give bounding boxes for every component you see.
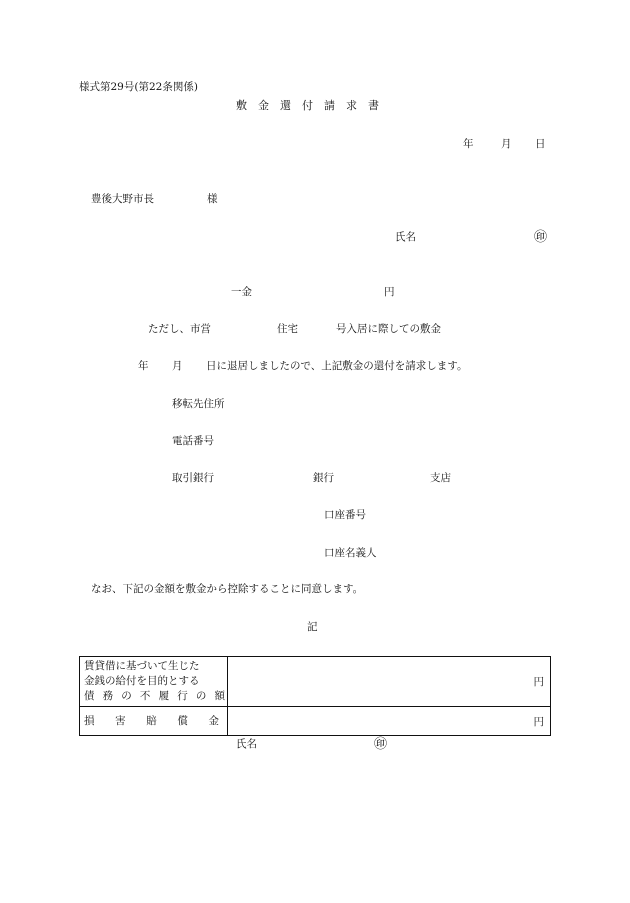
proviso-text-3: 号入居に際しての敷金 bbox=[336, 323, 441, 335]
applicant-name-label: 氏名 bbox=[395, 231, 416, 243]
proviso-text-2: 住宅 bbox=[277, 323, 298, 335]
note-heading: 記 bbox=[307, 621, 318, 633]
field-phone: 電話番号 bbox=[172, 435, 214, 447]
proviso-text-1: ただし、市営 bbox=[148, 323, 211, 335]
table-row bbox=[80, 657, 551, 707]
table-row-label bbox=[80, 707, 228, 736]
date-year: 年 bbox=[463, 138, 474, 150]
signature-name-label: 氏名 bbox=[236, 738, 257, 750]
label-line-justified: 損 害 賠 償 金 bbox=[84, 714, 219, 727]
amount-prefix: 一金 bbox=[231, 286, 252, 298]
addressee-honorific: 様 bbox=[207, 193, 218, 205]
field-account-number: 口座番号 bbox=[324, 509, 366, 521]
moveout-year: 年 bbox=[138, 360, 149, 372]
date-day: 日 bbox=[535, 138, 546, 150]
signature-seal-mark: ㊞ bbox=[374, 737, 388, 752]
field-bank-suffix: 銀行 bbox=[313, 472, 334, 484]
field-account-holder: 口座名義人 bbox=[324, 547, 377, 559]
label-line-justified: 債 務 の 不 履 行 の 額 bbox=[84, 690, 225, 702]
deduction-table bbox=[79, 656, 551, 736]
table-row-amount: 円 bbox=[228, 707, 551, 736]
table-row-amount: 円 bbox=[228, 657, 551, 707]
table-row-label bbox=[80, 657, 228, 707]
addressee-name: 豊後大野市長 bbox=[91, 193, 154, 205]
field-branch-suffix: 支店 bbox=[430, 472, 451, 484]
moveout-text: 日に退居しましたので、上記敷金の還付を請求します。 bbox=[206, 360, 468, 372]
label-line: 賃貸借に基づいて生じた bbox=[84, 660, 200, 672]
table-row bbox=[80, 707, 551, 736]
amount-unit: 円 bbox=[384, 286, 395, 298]
document-title: 敷 金 還 付 請 求 書 bbox=[236, 99, 379, 112]
applicant-seal-mark: ㊞ bbox=[534, 230, 548, 245]
form-number: 様式第29号(第22条関係) bbox=[79, 81, 198, 93]
consent-statement: なお、下記の金額を敷金から控除することに同意します。 bbox=[91, 583, 364, 595]
field-new-address: 移転先住所 bbox=[172, 398, 225, 410]
date-month: 月 bbox=[501, 138, 512, 150]
label-line: 金銭の給付を目的とする bbox=[84, 675, 200, 687]
moveout-month: 月 bbox=[172, 360, 183, 372]
field-bank: 取引銀行 bbox=[172, 472, 214, 484]
